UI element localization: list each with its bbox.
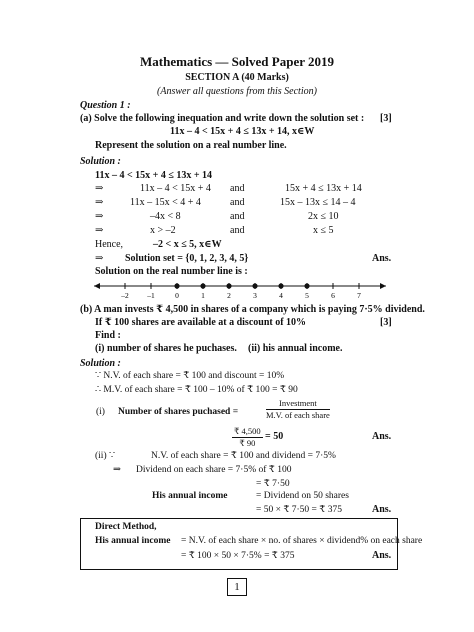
part-ii-line-1: N.V. of each share = ₹ 100 and dividend = 7·5%	[151, 451, 336, 461]
answer-mark: Ans.	[372, 550, 392, 561]
fraction-denominator: ₹ 90	[239, 438, 256, 448]
fraction-denominator: M.V. of each share	[266, 410, 330, 420]
arrow-icon: ⇒	[95, 253, 104, 264]
step-right: 2x ≤ 10	[308, 211, 339, 222]
number-line-tick-label: 1	[201, 291, 205, 300]
number-line-point	[278, 283, 283, 288]
fraction-numerator: Investment	[266, 398, 330, 410]
direct-method-line-1: = N.V. of each share × no. of shares × dividend% on each share	[181, 536, 423, 546]
section-heading: SECTION A (40 Marks)	[185, 72, 289, 83]
number-line-tick-label: 3	[253, 291, 257, 300]
solution-label: Solution :	[80, 156, 121, 167]
solution-label-b: Solution :	[80, 358, 121, 369]
number-line-tick-label: 7	[357, 291, 361, 300]
part-ii-line-2: Dividend on each share = 7·5% of ₹ 100	[136, 465, 292, 475]
fraction-numerator: ₹ 4,500	[234, 426, 261, 436]
part-i-result: = 50	[265, 431, 284, 442]
number-line-point	[304, 283, 309, 288]
solution-head: 11x – 4 < 15x + 4 ≤ 13x + 14	[95, 170, 213, 181]
number-line-point	[200, 283, 205, 288]
part-i-label: (i)	[96, 407, 105, 417]
solution-line-1: ∵ N.V. of each share = ₹ 100 and discount = 10%	[95, 371, 285, 381]
find-item-i: (i) number of shares he puchases.	[95, 343, 237, 354]
find-label: Find :	[95, 330, 121, 341]
step-and: and	[230, 183, 245, 194]
step-and: and	[230, 225, 245, 236]
step-right: 15x – 13x ≤ 14 – 4	[280, 197, 356, 208]
page-title: Mathematics — Solved Paper 2019	[139, 54, 335, 69]
answer-mark: Ans.	[372, 504, 392, 515]
number-line-point	[174, 283, 179, 288]
part-b-marks: [3]	[380, 317, 392, 328]
arrow-icon: ⇒	[113, 465, 121, 475]
step-right: 15x + 4 ≤ 13x + 14	[285, 183, 362, 194]
part-ii-line-4: = Dividend on 50 shares	[256, 491, 349, 501]
fraction-investment	[266, 398, 330, 421]
arrow-icon: ⇒	[95, 197, 104, 208]
number-line-tick-label: 6	[331, 291, 335, 300]
direct-method-title: Direct Method,	[95, 522, 157, 532]
part-b-text: (b) A man invests ₹ 4,500 in shares of a company which is paying 7·5% dividend.	[80, 304, 425, 315]
section-instruction: (Answer all questions from this Section)	[157, 86, 317, 97]
arrowhead-icon	[380, 283, 386, 289]
question-label: Question 1 :	[80, 100, 131, 111]
answer-mark: Ans.	[372, 431, 392, 442]
solution-line-2: ∴ M.V. of each share = ₹ 100 – 10% of ₹ 100 = ₹ 90	[95, 385, 298, 395]
part-ii-line-3: = ₹ 7·50	[256, 479, 290, 489]
number-line-point	[252, 283, 257, 288]
direct-method-line-2: = ₹ 100 × 50 × 7·5% = ₹ 375	[181, 551, 295, 561]
solution-set: Solution set = {0, 1, 2, 3, 4, 5}	[125, 253, 249, 264]
number-line-point	[226, 283, 231, 288]
fraction-values	[232, 426, 263, 449]
part-a-represent: Represent the solution on a real number line.	[95, 140, 287, 151]
step-left: 11x – 4 < 15x + 4	[140, 183, 211, 194]
part-a-inequation: 11x – 4 < 15x + 4 ≤ 13x + 14, x∈W	[170, 126, 315, 137]
numberline-caption: Solution on the real number line is :	[95, 266, 248, 277]
find-item-ii: (ii) his annual income.	[248, 343, 343, 354]
arrowhead-icon	[94, 283, 100, 289]
arrow-icon: ⇒	[95, 211, 104, 222]
number-line-tick-label: –2	[121, 291, 129, 300]
step-left: x > –2	[150, 225, 176, 236]
part-ii-line-5: = 50 × ₹ 7·50 = ₹ 375	[256, 505, 342, 515]
number-line-tick-label: 4	[279, 291, 283, 300]
arrow-icon: ⇒	[95, 225, 104, 236]
page-number: 1	[227, 578, 247, 596]
number-line-tick-label: 5	[305, 291, 309, 300]
number-line-tick-label: –1	[147, 291, 155, 300]
step-and: and	[230, 197, 245, 208]
part-a-text: (a) Solve the following inequation and write down the solution set :	[80, 113, 365, 124]
answer-mark: Ans.	[372, 253, 392, 264]
arrow-icon: ⇒	[95, 183, 104, 194]
step-left: –4x < 8	[150, 211, 181, 222]
hence-label: Hence,	[95, 239, 124, 250]
annual-income-label: His annual income	[152, 491, 228, 501]
step-left: 11x – 15x < 4 + 4	[130, 197, 201, 208]
number-line-tick-label: 2	[227, 291, 231, 300]
number-line-tick-label: 0	[175, 291, 179, 300]
step-and: and	[230, 211, 245, 222]
direct-method-label: His annual income	[95, 536, 171, 546]
number-line	[90, 278, 390, 300]
step-right: x ≤ 5	[313, 225, 334, 236]
part-ii-label: (ii) ∵	[95, 451, 116, 461]
part-a-marks: [3]	[380, 113, 392, 124]
part-b-text-2: If ₹ 100 shares are available at a discount of 10%	[95, 317, 307, 328]
hence-value: –2 < x ≤ 5, x∈W	[153, 239, 222, 250]
part-i-text: Number of shares puchased =	[118, 407, 239, 417]
